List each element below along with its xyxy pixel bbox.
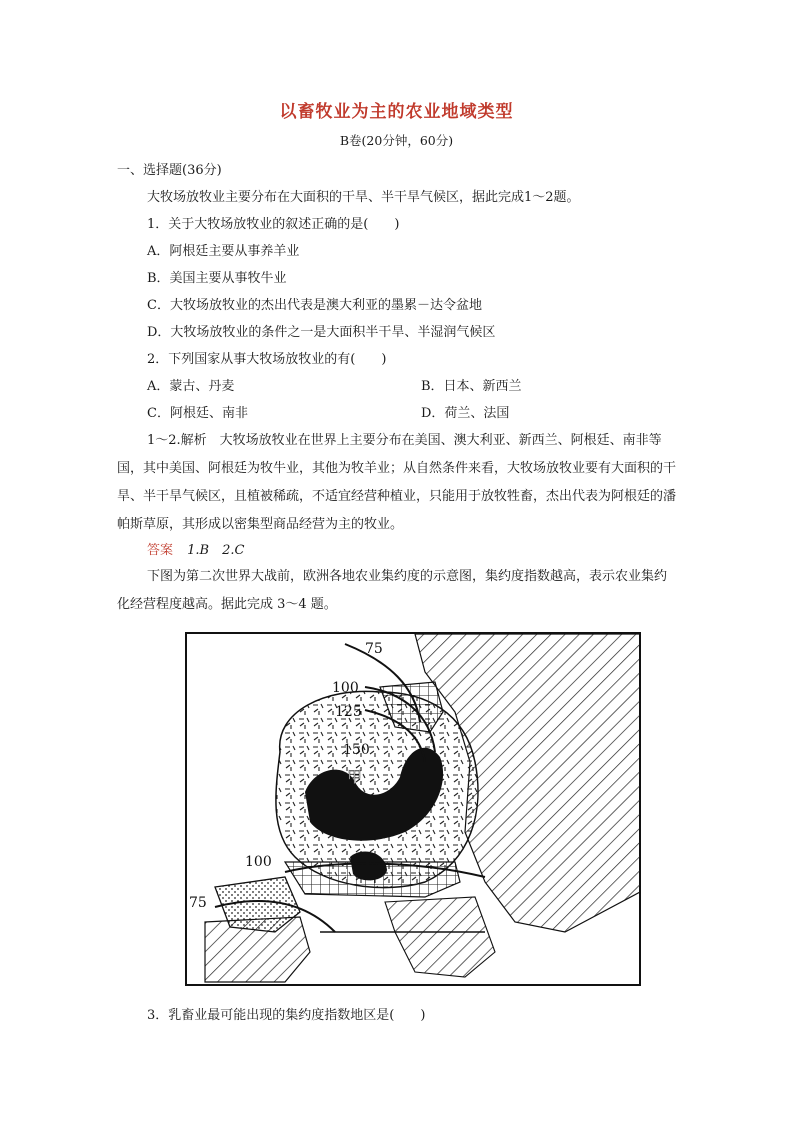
- question-1: 1．关于大牧场放牧业的叙述正确的是( ): [147, 217, 400, 232]
- contour-label-75-south: 75: [189, 895, 207, 911]
- contour-label-100-south: 100: [245, 854, 272, 870]
- analysis-text: 1～2.解析 大牧场放牧业在世界上主要分布在美国、澳大利亚、新西兰、阿根廷、南非等国，其中美国、阿根廷为牧牛业，其他为牧羊业；从自然条件来看，大牧场放牧业要有大面积的干旱、半干旱气候区，且植被稀疏，不适宜经营种植业，只能用于放牧牲畜，杰出代表为阿根廷的潘帕斯草原，其形成以密集型商品经营为主的牧业。: [117, 433, 677, 532]
- intro-text: 大牧场放牧业主要分布在大面积的干旱、半干旱气候区，据此完成1～2题。: [147, 190, 580, 205]
- contour-label-150: 150: [343, 742, 370, 758]
- q2-option-b: B．日本、新西兰: [421, 379, 522, 394]
- answer-text: 1.B 2.C: [187, 543, 245, 558]
- section-heading: 一、选择题(36分): [117, 163, 222, 178]
- q1-option-b: B．美国主要从事牧牛业: [147, 271, 287, 286]
- subtitle: B卷(20分钟，60分): [339, 133, 454, 148]
- intro2-text: 下图为第二次世界大战前，欧洲各地农业集约度的示意图，集约度指数越高，表示农业集约化经营程度越高。据此完成 3～4 题。: [117, 569, 668, 612]
- q1-option-a: A．阿根廷主要从事养羊业: [147, 244, 300, 259]
- question-3: 3．乳畜业最可能出现的集约度指数地区是( ): [147, 1008, 426, 1023]
- q1-option-d: D．大牧场放牧业的条件之一是大面积半干旱、半湿润气候区: [147, 325, 496, 340]
- region-label-jia: 甲: [347, 768, 363, 786]
- contour-label-125: 125: [335, 704, 362, 720]
- q1-option-c: C．大牧场放牧业的杰出代表是澳大利亚的墨累－达令盆地: [147, 298, 482, 313]
- q2-option-d: D．荷兰、法国: [421, 406, 510, 421]
- answer-label: 答案: [147, 543, 174, 558]
- contour-label-100-north: 100: [332, 680, 359, 696]
- europe-intensity-map: [185, 632, 641, 986]
- question-2: 2．下列国家从事大牧场放牧业的有( ): [147, 352, 387, 367]
- page-title: 以畜牧业为主的农业地域类型: [279, 102, 514, 122]
- contour-label-75-north: 75: [365, 641, 383, 657]
- q2-option-a: A．蒙古、丹麦: [147, 379, 235, 394]
- q2-option-c: C．阿根廷、南非: [147, 406, 248, 421]
- answer-line: [147, 543, 244, 559]
